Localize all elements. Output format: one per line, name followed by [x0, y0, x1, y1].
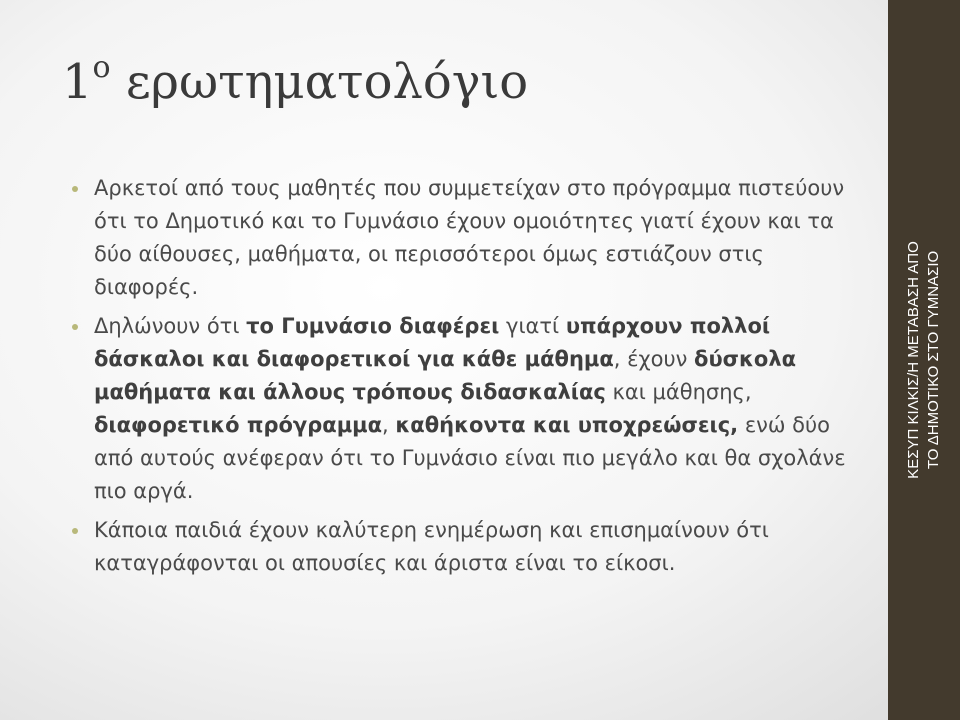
sidebar-band [888, 0, 960, 720]
bullet-text-bold: το Γυμνάσιο διαφέρει [246, 314, 500, 338]
bullet-list [72, 172, 852, 586]
sidebar-caption-line1: ΚΕΣΥΠ ΚΙΛΚΙΣ/Η ΜΕΤΑΒΑΣΗ ΑΠΟ [905, 241, 922, 479]
bullet-text-bold: δύσκολα μαθήματα και άλλους τρόπους διδασκαλίας [94, 347, 797, 404]
bullet-text: Δηλώνουν ότι [94, 314, 247, 338]
bullet-dot-icon [72, 528, 78, 534]
bullet-item [72, 172, 852, 304]
bullet-item [72, 514, 852, 580]
bullet-dot-icon [72, 324, 78, 330]
bullet-text: και μάθησης, [605, 380, 752, 404]
bullet-text: , [382, 413, 396, 437]
bullet-text-bold: καθήκοντα και υποχρεώσεις, [395, 413, 739, 437]
bullet-text: , έχουν [613, 347, 695, 371]
bullet-text-bold: διαφορετικό πρόγραμμα [94, 413, 383, 437]
title-number: 1 [62, 54, 93, 110]
bullet-text: Αρκετοί από τους μαθητές που συμμετείχαν στο πρόγραμμα πιστεύουν ότι το Δημοτικό και το Γυμνάσιο έχουν ομοιότητες γιατί έχουν και τα δύο αίθουσες, μαθήματα, οι περισσότεροι όμως εστιάζουν στις διαφορές. [94, 176, 845, 299]
sidebar-caption [904, 80, 944, 640]
slide-title [62, 50, 529, 110]
bullet-text-bold: υπάρχουν πολλοί δάσκαλοι και διαφορετικοί για κάθε μάθημα [94, 314, 771, 371]
bullet-text: Κάποια παιδιά έχουν καλύτερη ενημέρωση και επισημαίνουν ότι καταγράφονται οι απουσίες και άριστα είναι το είκοσι. [94, 518, 769, 575]
bullet-text: ενώ δύο από αυτούς ανέφεραν ότι το Γυμνάσιο είναι πιο μεγάλο και θα σχολάνε πιο αργά. [94, 413, 846, 503]
bullet-text: γιατί [499, 314, 566, 338]
sidebar-caption-line2: ΤΟ ΔΗΜΟΤΙΚΟ ΣΤΟ ΓΥΜΝΑΣΙΟ [925, 250, 942, 470]
title-text: ερωτηματολόγιο [110, 54, 529, 110]
bullet-dot-icon [72, 186, 78, 192]
title-superscript: ο [92, 50, 111, 85]
bullet-item [72, 310, 852, 508]
